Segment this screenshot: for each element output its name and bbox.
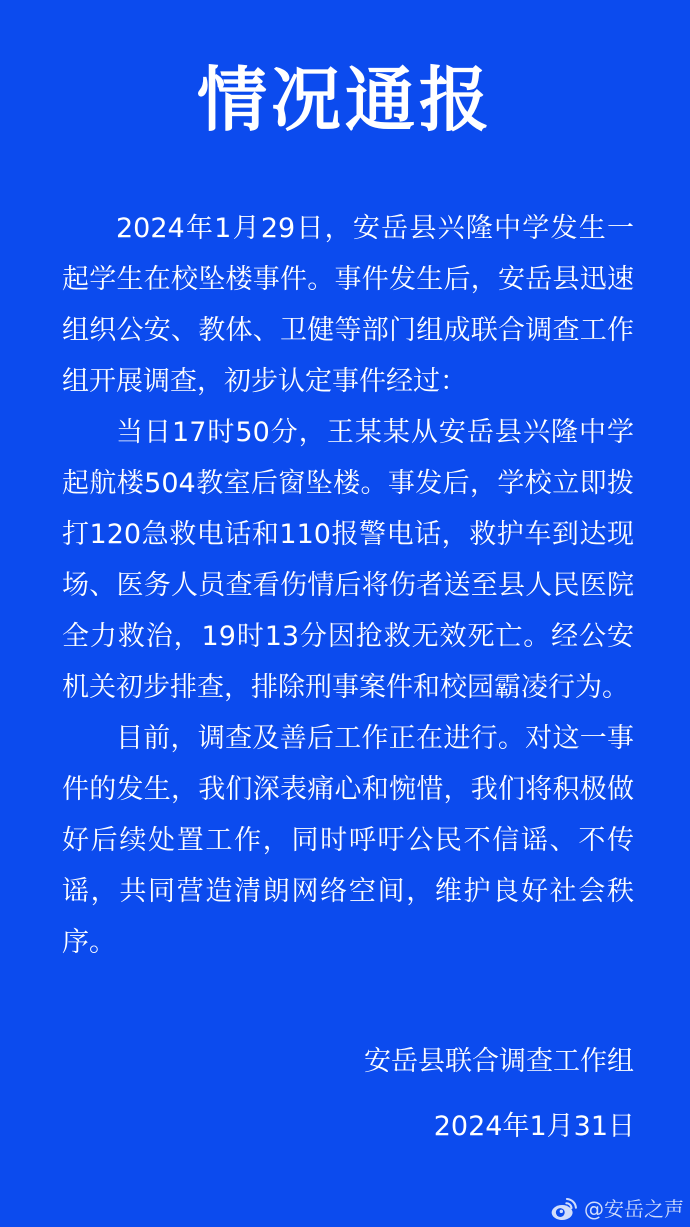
weibo-icon (551, 1197, 579, 1221)
notice-title: 情况通报 (197, 58, 493, 141)
notice-paragraph-3: 目前，调查及善后工作正在进行。对这一事件的发生，我们深表痛心和惋惜，我们将积极做好后续处置工作，同时呼吁公民不信谣、不传谣，共同营造清朗网络空间，维护良好社会秩序。 (62, 723, 634, 958)
notice-date: 2024年1月31日 (433, 1111, 635, 1142)
notice-paragraph-1: 2024年1月29日，安岳县兴隆中学发生一起学生在校坠楼事件。事件发生后，安岳县迅速组织公安、教体、卫健等部门组成联合调查工作组开展调查，初步认定事件经过： (62, 213, 634, 397)
notice-signature: 安岳县联合调查工作组 (364, 1046, 634, 1077)
watermark (551, 1196, 684, 1222)
watermark-handle: @安岳之声 (584, 1197, 684, 1221)
notice-paragraph-2: 当日17时50分，王某某从安岳县兴隆中学起航楼504教室后窗坠楼。事发后，学校立即拨打120急救电话和110报警电话，救护车到达现场、医务人员查看伤情后将伤者送至县人民医院全力救治，19时13分因抢救无效死亡。经公安机关初步排查，排除刑事案件和校园霸凌行为。 (62, 417, 634, 703)
notice-body (0, 203, 690, 968)
